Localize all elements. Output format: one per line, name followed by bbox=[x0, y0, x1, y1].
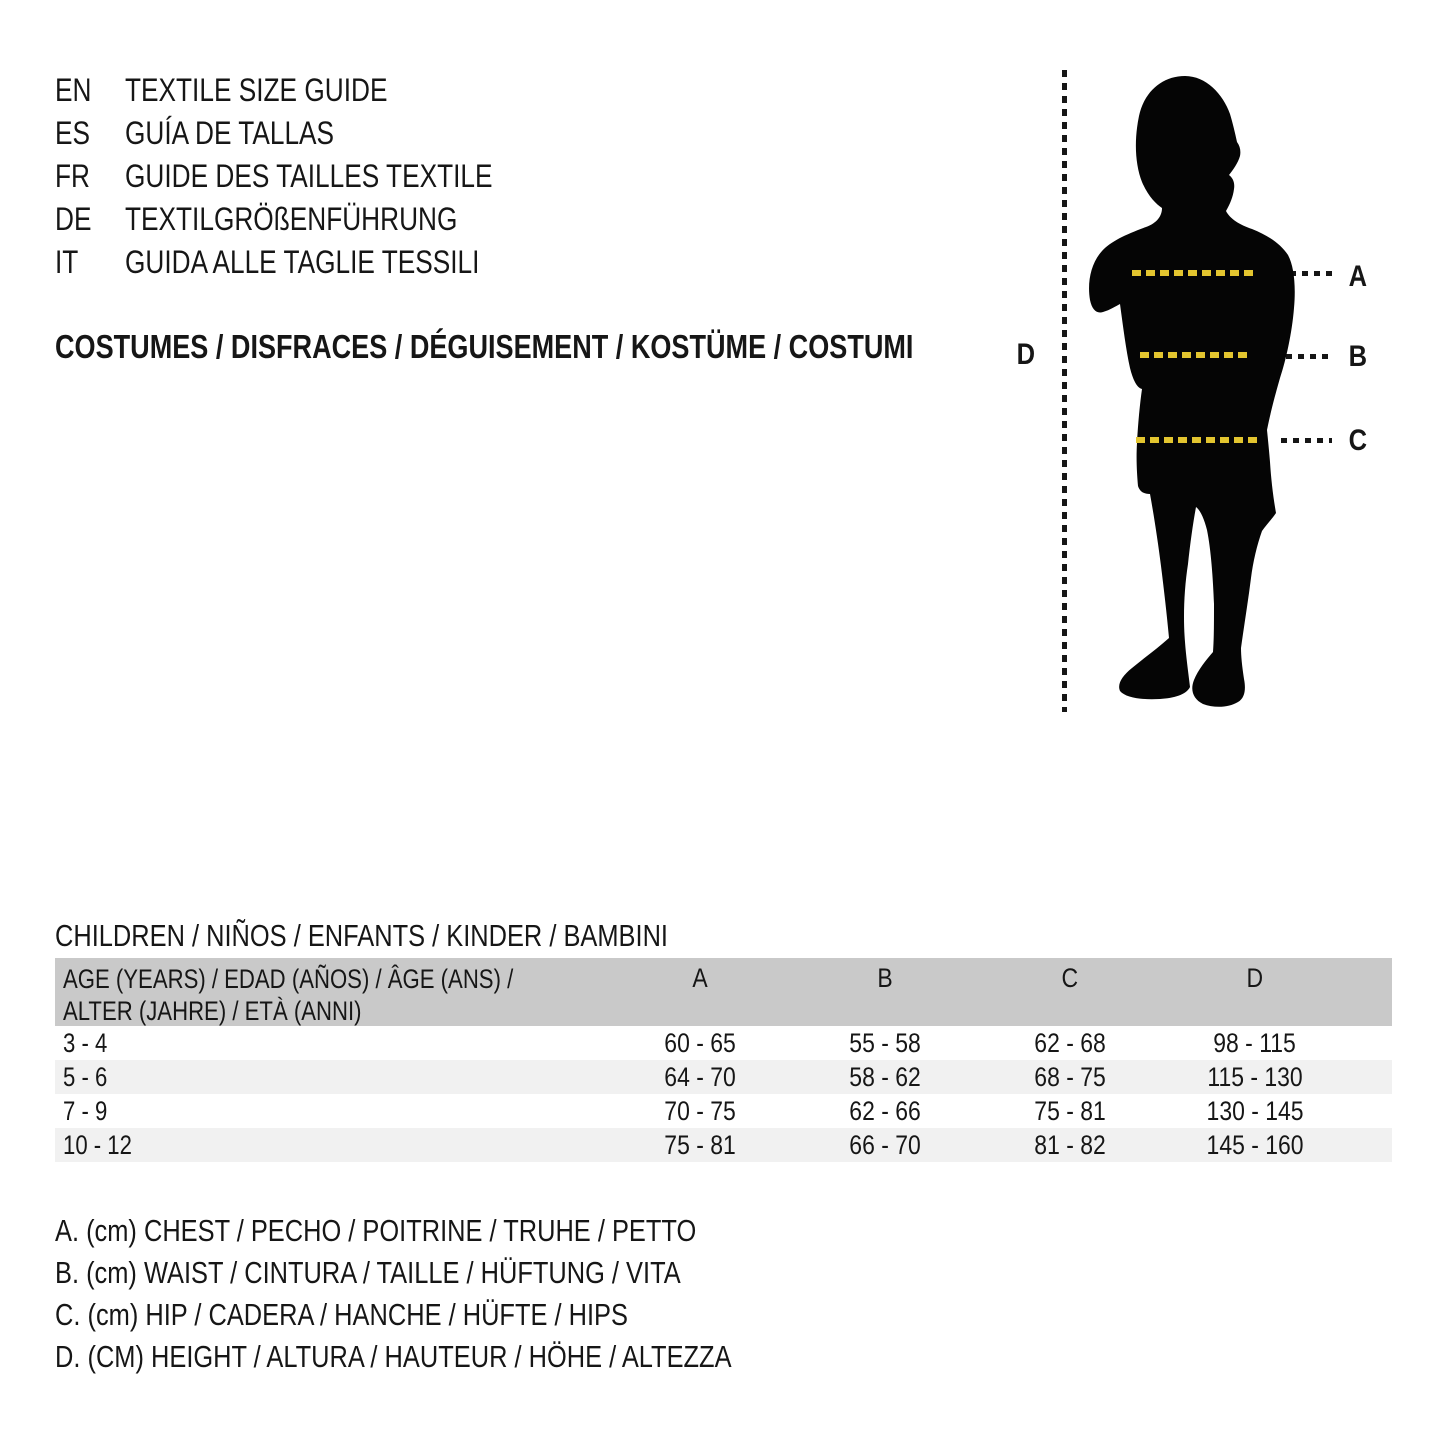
language-row-en bbox=[55, 69, 573, 112]
language-code bbox=[55, 198, 125, 241]
age-header-line1: AGE (YEARS) / EDAD (AÑOS) / ÂGE (ANS) / bbox=[63, 964, 514, 994]
language-title: GUÍA DE TALLAS bbox=[125, 115, 335, 151]
measure-label-b bbox=[1336, 340, 1380, 374]
hip-measure-line bbox=[1136, 437, 1258, 443]
value-d-text: 98 - 115 bbox=[1213, 1027, 1297, 1058]
section-title-children bbox=[55, 918, 803, 954]
value-cell-c bbox=[975, 1096, 1165, 1127]
category-title-text: COSTUMES / DISFRACES / DÉGUISEMENT / KOSTÜME / COSTUMI bbox=[55, 328, 914, 365]
age-cell-text: 5 - 6 bbox=[63, 1061, 108, 1092]
age-cell-text: 10 - 12 bbox=[63, 1129, 132, 1160]
value-a-text: 60 - 65 bbox=[664, 1027, 736, 1058]
col-header-d bbox=[1165, 958, 1345, 994]
legend-line-hip bbox=[55, 1294, 880, 1336]
value-c-text: 75 - 81 bbox=[1034, 1095, 1106, 1126]
measure-label-d-text: D bbox=[1016, 338, 1036, 371]
measure-label-c bbox=[1336, 424, 1380, 458]
legend-line-hip-text: C. (cm) HIP / CADERA / HANCHE / HÜFTE / HIPS bbox=[55, 1297, 628, 1332]
value-cell-a bbox=[605, 1028, 795, 1059]
measurement-legend bbox=[55, 1210, 880, 1378]
value-c-text: 68 - 75 bbox=[1034, 1061, 1106, 1092]
col-header-c bbox=[975, 958, 1165, 994]
value-cell-a bbox=[605, 1130, 795, 1161]
value-a-text: 75 - 81 bbox=[664, 1129, 736, 1160]
chest-measure-line bbox=[1132, 270, 1254, 276]
language-code-text: ES bbox=[55, 115, 91, 151]
language-list bbox=[55, 69, 573, 284]
legend-line-waist-text: B. (cm) WAIST / CINTURA / TAILLE / HÜFTUNG / VITA bbox=[55, 1255, 681, 1290]
section-title-text: CHILDREN / NIÑOS / ENFANTS / KINDER / BAMBINI bbox=[55, 918, 669, 953]
language-code bbox=[55, 155, 125, 198]
language-title: GUIDE DES TAILLES TEXTILE bbox=[125, 158, 493, 194]
language-code bbox=[55, 69, 125, 112]
table-header-row bbox=[55, 958, 1392, 1026]
value-cell-b bbox=[795, 1096, 975, 1127]
value-a-text: 70 - 75 bbox=[664, 1095, 736, 1126]
child-silhouette bbox=[1080, 58, 1310, 712]
height-measure-line bbox=[1062, 70, 1067, 712]
value-cell-a bbox=[605, 1096, 795, 1127]
value-c-text: 62 - 68 bbox=[1034, 1027, 1106, 1058]
col-header-a-text: A bbox=[692, 963, 708, 993]
legend-line-waist bbox=[55, 1252, 880, 1294]
value-c-text: 81 - 82 bbox=[1034, 1129, 1106, 1160]
col-header-b bbox=[795, 958, 975, 994]
age-cell bbox=[55, 1130, 605, 1161]
language-code-text: EN bbox=[55, 72, 92, 108]
legend-line-chest-text: A. (cm) CHEST / PECHO / POITRINE / TRUHE / PETTO bbox=[55, 1213, 697, 1248]
language-row-es bbox=[55, 112, 573, 155]
age-cell-text: 3 - 4 bbox=[63, 1027, 108, 1058]
value-cell-d bbox=[1165, 1096, 1345, 1127]
value-cell-b bbox=[795, 1130, 975, 1161]
measure-label-c-text: C bbox=[1348, 424, 1368, 457]
value-cell-b bbox=[795, 1062, 975, 1093]
value-d-text: 145 - 160 bbox=[1206, 1129, 1304, 1160]
value-cell-a bbox=[605, 1062, 795, 1093]
value-cell-b bbox=[795, 1028, 975, 1059]
value-cell-d bbox=[1165, 1028, 1345, 1059]
age-cell bbox=[55, 1096, 605, 1127]
value-b-text: 58 - 62 bbox=[849, 1061, 921, 1092]
age-cell bbox=[55, 1062, 605, 1093]
legend-line-height bbox=[55, 1336, 880, 1378]
value-d-text: 115 - 130 bbox=[1207, 1061, 1303, 1092]
value-b-text: 66 - 70 bbox=[849, 1129, 921, 1160]
value-b-text: 62 - 66 bbox=[849, 1095, 921, 1126]
age-header-line2: ALTER (JAHRE) / ETÀ (ANNI) bbox=[63, 996, 362, 1026]
col-header-c-text: C bbox=[1061, 963, 1079, 993]
size-table bbox=[55, 958, 1392, 1162]
header-spacer bbox=[1345, 958, 1392, 963]
language-code bbox=[55, 112, 125, 155]
legend-line-chest bbox=[55, 1210, 880, 1252]
language-row-fr bbox=[55, 155, 573, 198]
language-code-text: DE bbox=[55, 201, 92, 237]
language-code-text: FR bbox=[55, 158, 90, 194]
language-title: TEXTILGRÖßENFÜHRUNG bbox=[125, 201, 458, 237]
table-row bbox=[55, 1060, 1392, 1094]
language-code-text: IT bbox=[55, 244, 79, 280]
measure-label-d bbox=[1004, 338, 1048, 372]
value-d-text: 130 - 145 bbox=[1206, 1095, 1304, 1126]
age-cell bbox=[55, 1028, 605, 1059]
legend-line-height-text: D. (CM) HEIGHT / ALTURA / HAUTEUR / HÖHE / ALTEZZA bbox=[55, 1339, 732, 1374]
value-cell-d bbox=[1165, 1130, 1345, 1161]
measure-label-b-text: B bbox=[1348, 340, 1368, 373]
value-cell-c bbox=[975, 1130, 1165, 1161]
measure-label-a-text: A bbox=[1348, 260, 1368, 293]
value-cell-c bbox=[975, 1028, 1165, 1059]
child-silhouette-path bbox=[1089, 76, 1295, 707]
col-header-b-text: B bbox=[877, 963, 893, 993]
category-title bbox=[55, 329, 1102, 365]
col-header-a bbox=[605, 958, 795, 994]
measure-label-a bbox=[1336, 260, 1380, 294]
language-row-de bbox=[55, 198, 573, 241]
table-row bbox=[55, 1094, 1392, 1128]
age-header-cell bbox=[55, 958, 605, 1027]
value-b-text: 55 - 58 bbox=[849, 1027, 921, 1058]
language-code bbox=[55, 241, 125, 284]
value-a-text: 64 - 70 bbox=[664, 1061, 736, 1092]
language-row-it bbox=[55, 241, 573, 284]
table-row bbox=[55, 1026, 1392, 1060]
language-title: TEXTILE SIZE GUIDE bbox=[125, 72, 388, 108]
value-cell-d bbox=[1165, 1062, 1345, 1093]
language-title: GUIDA ALLE TAGLIE TESSILI bbox=[125, 244, 480, 280]
value-cell-c bbox=[975, 1062, 1165, 1093]
col-header-d-text: D bbox=[1246, 963, 1264, 993]
table-row bbox=[55, 1128, 1392, 1162]
waist-measure-line bbox=[1140, 352, 1248, 358]
age-cell-text: 7 - 9 bbox=[63, 1095, 108, 1126]
